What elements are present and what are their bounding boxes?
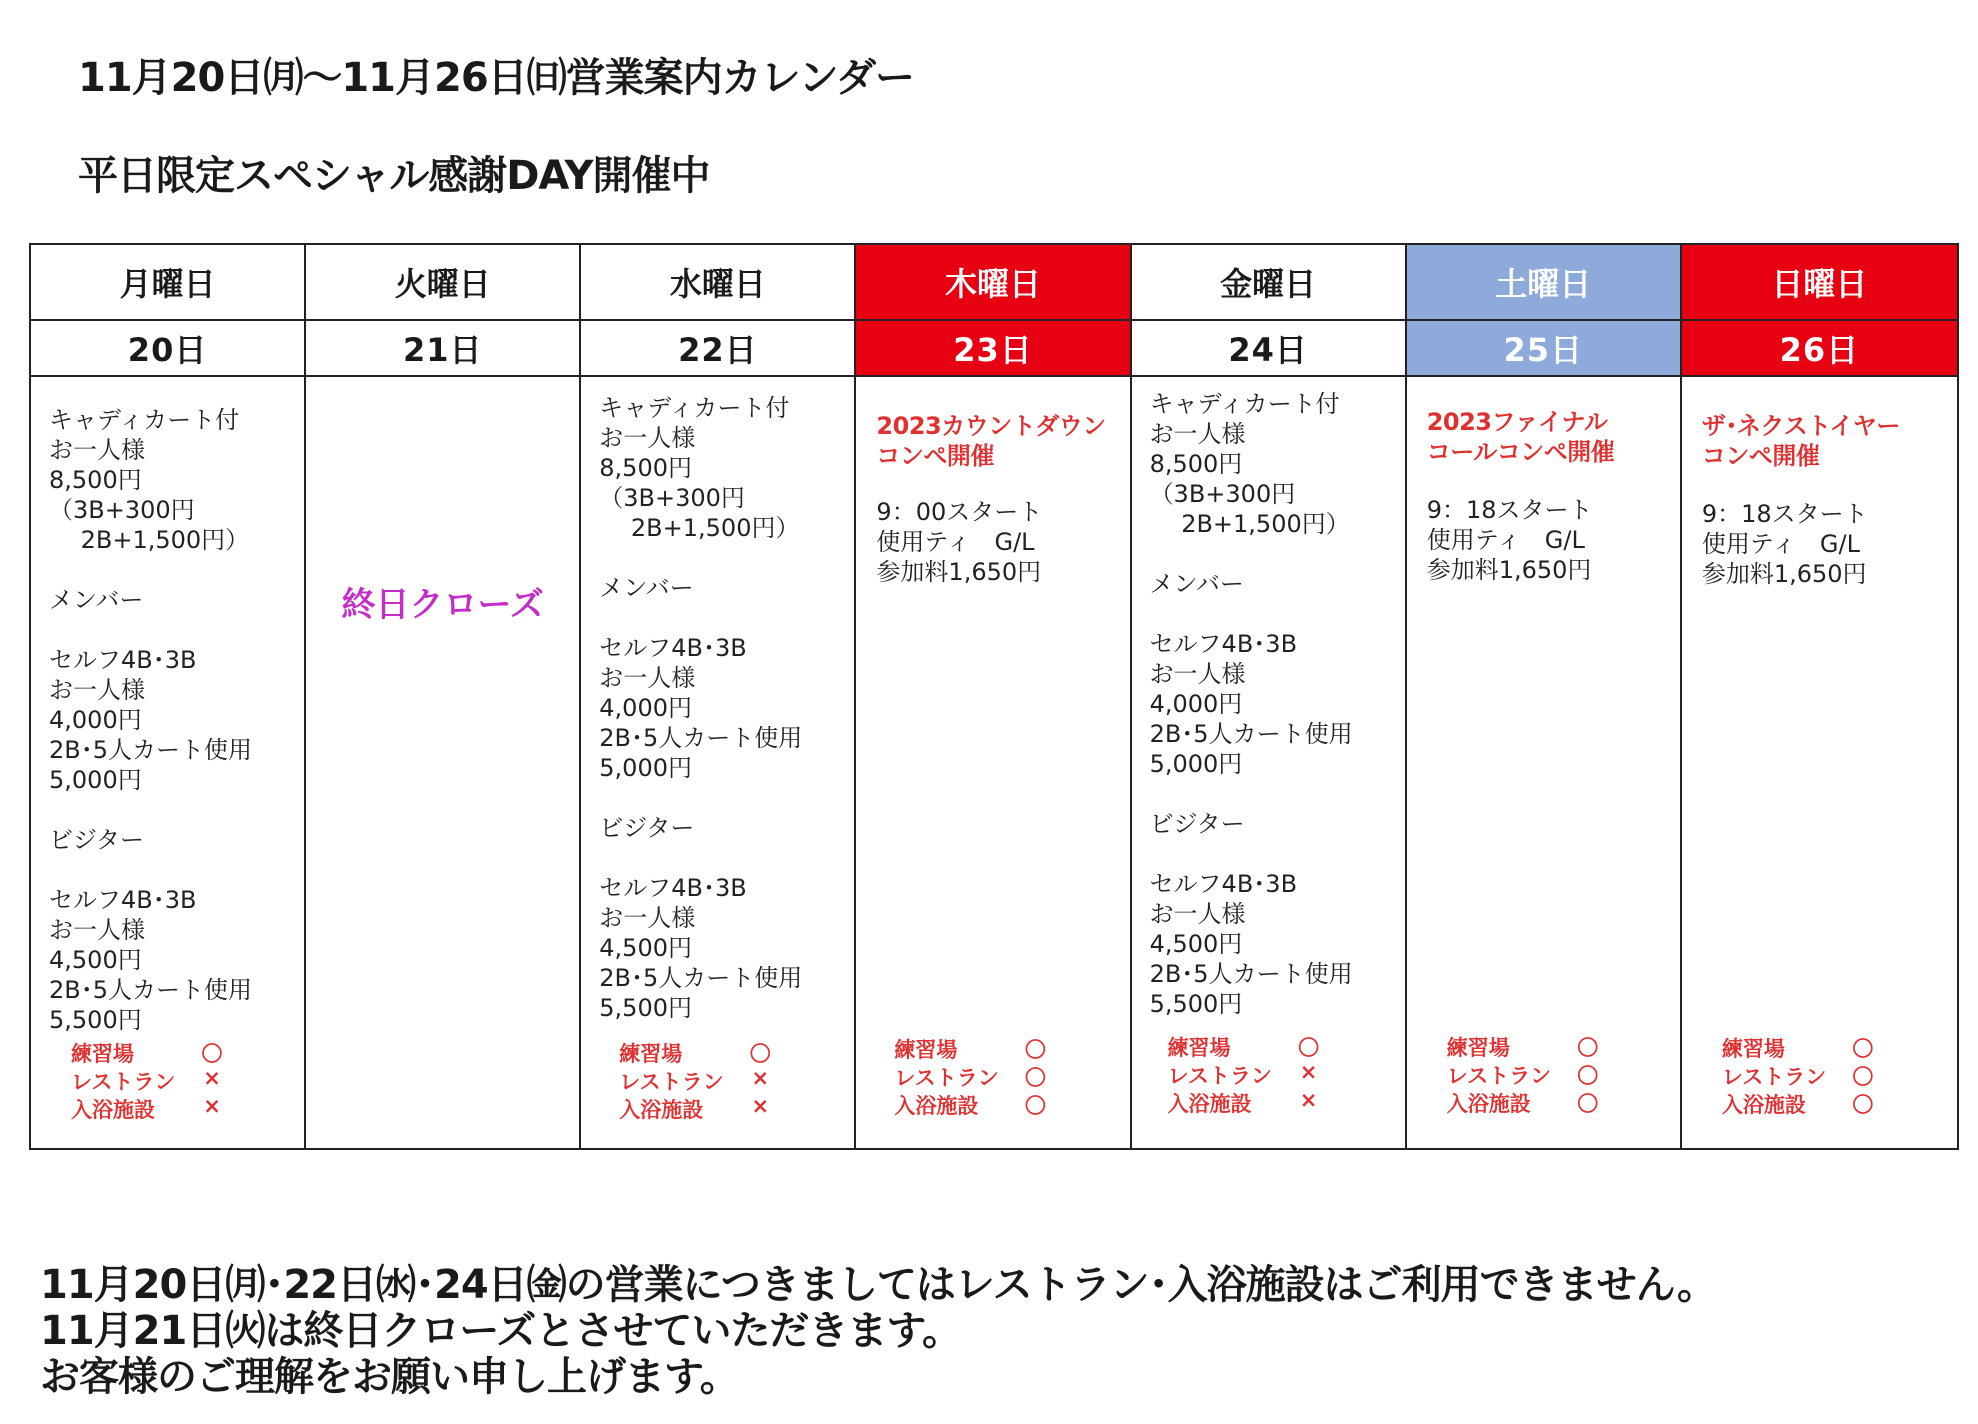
calendar-table (29, 243, 1959, 1150)
date-mon: 20日 (31, 321, 306, 377)
facility-mark: × (751, 1066, 770, 1090)
event-info: 9：18スタート 使用ティ G/L 参加料1,650円 (1701, 500, 1868, 588)
day-cell-tue (306, 377, 581, 1148)
facility-label-bath: 入浴施設 (894, 1094, 979, 1118)
facility-mark: 〇 (1852, 1093, 1874, 1117)
facility-mark: 〇 (1298, 1036, 1320, 1060)
notice-line: 11月20日㈪･22日㈬･24日㈮の営業につきましてはレストラン･入浴施設はご利用できません。 (40, 1262, 1717, 1308)
notice-line: 11月21日㈫は終日クローズとさせていただきます。 (40, 1308, 962, 1354)
facility-mark: × (1299, 1088, 1318, 1112)
facility-mark: × (203, 1066, 221, 1090)
facility-label-range: 練習場 (894, 1038, 958, 1062)
facility-status (894, 1034, 1050, 1118)
facility-label-bath: 入浴施設 (1167, 1092, 1252, 1116)
weekday-header-sun: 日曜日 (1682, 245, 1957, 321)
date-wed: 22日 (581, 321, 856, 377)
facility-status (1722, 1033, 1878, 1117)
facility-mark: 〇 (1024, 1038, 1046, 1062)
facility-mark: 〇 (1577, 1092, 1599, 1116)
date-thu: 23日 (856, 321, 1131, 377)
weekday-header-tue: 火曜日 (306, 245, 581, 321)
weekday-header-wed: 水曜日 (581, 245, 856, 321)
weekday-header-fri: 金曜日 (1132, 245, 1407, 321)
price-list: キャディカート付 お一人様 8,500円 （3B+300円 2B+1,500円） メンバー セルフ4B･3B お一人様 4,000円 2B･5人カート使用 5,000円 ビジター セルフ4B･3B お一人様 4,500円 2B･5人カート使用 5,500円 (599, 394, 803, 1022)
page-subtitle: 平日限定スペシャル感謝DAY開催中 (78, 153, 710, 199)
facility-mark: 〇 (749, 1042, 771, 1066)
facility-label-bath: 入浴施設 (1721, 1093, 1806, 1117)
facility-mark: 〇 (1852, 1065, 1874, 1089)
facility-mark: × (1299, 1060, 1318, 1084)
day-cell-mon (31, 377, 306, 1148)
facility-label-range: 練習場 (71, 1042, 134, 1066)
facility-mark: 〇 (1577, 1064, 1599, 1088)
facility-label-range: 練習場 (1167, 1036, 1231, 1060)
facility-label-range: 練習場 (1446, 1036, 1510, 1060)
facility-mark: × (203, 1094, 221, 1118)
notice-line: お客様のご理解をお願い申し上げます。 (40, 1354, 739, 1400)
page-title: 11月20日㈪〜11月26日㈰営業案内カレンダー (78, 55, 915, 101)
price-list: キャディカート付 お一人様 8,500円 （3B+300円 2B+1,500円） メンバー セルフ4B･3B お一人様 4,000円 2B･5人カート使用 5,000円 ビジター セルフ4B･3B お一人様 4,500円 2B･5人カート使用 5,500円 (1149, 390, 1353, 1018)
day-cell-wed (581, 377, 856, 1148)
facility-label-restaurant: レストラン (1167, 1064, 1272, 1088)
day-cell-fri (1132, 377, 1407, 1148)
day-cell-sat (1407, 377, 1682, 1148)
facility-status (1447, 1032, 1603, 1116)
facility-label-range: 練習場 (619, 1042, 683, 1066)
facility-status (1168, 1032, 1324, 1116)
day-cell-thu (856, 377, 1131, 1148)
facility-mark: 〇 (1852, 1037, 1874, 1061)
event-title: ザ･ネクストイヤー コンペ開催 (1701, 412, 1900, 470)
facility-label-restaurant: レストラン (894, 1066, 999, 1090)
facility-mark: 〇 (201, 1042, 223, 1066)
facility-label-bath: 入浴施設 (1446, 1092, 1531, 1116)
closed-notice: 終日クローズ (341, 585, 544, 625)
facility-mark: 〇 (1024, 1066, 1046, 1090)
event-info: 9：00スタート 使用ティ G/L 参加料1,650円 (876, 498, 1043, 586)
notice-block (40, 1262, 1716, 1400)
date-tue: 21日 (306, 321, 581, 377)
price-list: キャディカート付 お一人様 8,500円 （3B+300円 2B+1,500円） メンバー セルフ4B･3B お一人様 4,000円 2B･5人カート使用 5,000円 ビジター セルフ4B･3B お一人様 4,500円 2B･5人カート使用 5,500円 (49, 406, 253, 1034)
weekday-header-sat: 土曜日 (1407, 245, 1682, 321)
date-sat: 25日 (1407, 321, 1682, 377)
day-cell-sun (1682, 377, 1957, 1148)
event-title: 2023カウントダウン コンペ開催 (876, 412, 1106, 470)
facility-label-bath: 入浴施設 (619, 1098, 704, 1122)
facility-status (619, 1038, 775, 1122)
facility-label-bath: 入浴施設 (71, 1098, 155, 1122)
event-info: 9：18スタート 使用ティ G/L 参加料1,650円 (1426, 496, 1593, 584)
weekday-header-thu: 木曜日 (856, 245, 1131, 321)
facility-label-restaurant: レストラン (71, 1070, 176, 1094)
event-title: 2023ファイナル コールコンペ開催 (1426, 408, 1615, 466)
date-fri: 24日 (1132, 321, 1407, 377)
facility-label-restaurant: レストラン (619, 1070, 724, 1094)
facility-mark: 〇 (1024, 1094, 1046, 1118)
facility-label-range: 練習場 (1721, 1037, 1785, 1061)
facility-mark: × (751, 1094, 770, 1118)
facility-status (71, 1038, 227, 1122)
facility-label-restaurant: レストラン (1721, 1065, 1827, 1089)
facility-mark: 〇 (1577, 1036, 1599, 1060)
weekday-header-mon: 月曜日 (31, 245, 306, 321)
facility-label-restaurant: レストラン (1446, 1064, 1552, 1088)
date-sun: 26日 (1682, 321, 1957, 377)
